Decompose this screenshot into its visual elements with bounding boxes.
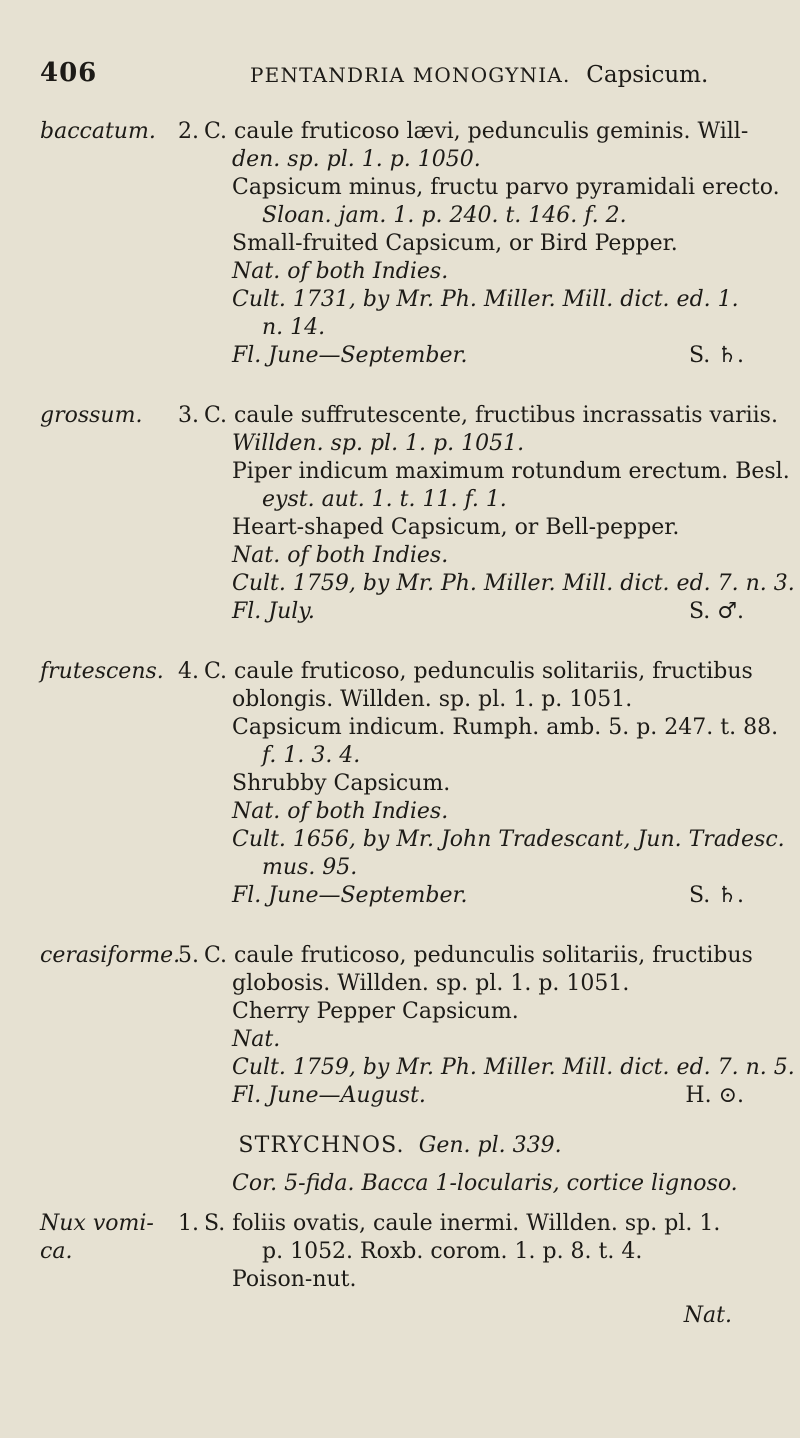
entry-line: Nat. of both Indies. — [232, 543, 449, 568]
entry-line: Capsicum minus, fructu parvo pyramidali erecto. — [232, 175, 780, 200]
entry-line: Fl. June—September. — [232, 343, 468, 368]
species-number: 5. — [178, 943, 199, 968]
entry-line: eyst. aut. 1. t. 11. f. 1. — [262, 487, 507, 512]
running-title-text: PENTANDRIA MONOGYNIA. — [250, 63, 571, 87]
species-number: 4. — [178, 659, 199, 684]
duration-symbol: S. ♄. — [689, 883, 744, 908]
entry-line: den. sp. pl. 1. p. 1050. — [232, 147, 481, 172]
page-header — [0, 58, 800, 92]
entry-line: Nat. of both Indies. — [232, 259, 449, 284]
running-genus: Capsicum. — [586, 62, 709, 88]
species-epithet-continued: ca. — [40, 1239, 73, 1264]
entry-line: Poison-nut. — [232, 1267, 357, 1292]
entry-line: Heart-shaped Capsicum, or Bell-pepper. — [232, 515, 680, 540]
species-number: 3. — [178, 403, 199, 428]
species-epithet: frutescens. — [40, 659, 164, 684]
entry-line: C. caule suffrutescente, fructibus incrassatis variis. — [204, 403, 778, 428]
entry-line: Sloan. jam. 1. p. 240. t. 146. f. 2. — [262, 203, 627, 228]
genus-name: STRYCHNOS. — [238, 1133, 405, 1158]
entry-line: mus. 95. — [262, 855, 358, 880]
species-epithet: grossum. — [40, 403, 143, 428]
species-epithet: cerasiforme. — [40, 943, 181, 968]
entry-line: f. 1. 3. 4. — [262, 743, 361, 768]
entry-line: Nat. — [232, 1027, 281, 1052]
entry-line: Fl. June—August. — [232, 1083, 426, 1108]
entry-line: Cherry Pepper Capsicum. — [232, 999, 519, 1024]
entry-line: Small-fruited Capsicum, or Bird Pepper. — [232, 231, 678, 256]
entry-line: Capsicum indicum. Rumph. amb. 5. p. 247. t. 88. — [232, 715, 779, 740]
entry-line: C. caule fruticoso, pedunculis solitariis, fructibus — [204, 943, 753, 968]
entry-line: globosis. Willden. sp. pl. 1. p. 1051. — [232, 971, 630, 996]
entry-line: Cult. 1731, by Mr. Ph. Miller. Mill. dict. ed. 1. — [232, 287, 739, 312]
duration-symbol: H. ⊙. — [685, 1083, 744, 1108]
species-number: 2. — [178, 119, 199, 144]
species-number: 1. — [178, 1211, 199, 1236]
entry-line: C. caule fruticoso lævi, pedunculis geminis. Will- — [204, 119, 749, 144]
running-title — [250, 62, 708, 88]
entry-line: Willden. sp. pl. 1. p. 1051. — [232, 431, 525, 456]
entry-line: n. 14. — [262, 315, 326, 340]
species-epithet: baccatum. — [40, 119, 156, 144]
entry-line: p. 1052. Roxb. corom. 1. p. 8. t. 4. — [262, 1239, 643, 1264]
duration-symbol: S. ♄. — [689, 343, 744, 368]
genus-heading — [0, 1132, 800, 1160]
entry-line: Cult. 1759, by Mr. Ph. Miller. Mill. dict. ed. 7. n. 5. — [232, 1055, 795, 1080]
entry-line: Cult. 1656, by Mr. John Tradescant, Jun. Tradesc. — [232, 827, 785, 852]
entry-line: Piper indicum maximum rotundum erectum. Besl. — [232, 459, 790, 484]
page-number: 406 — [40, 58, 98, 88]
duration-symbol: S. ♂. — [689, 599, 744, 624]
entry-line: Cult. 1759, by Mr. Ph. Miller. Mill. dict. ed. 7. n. 3. — [232, 571, 795, 596]
entry-line: S. foliis ovatis, caule inermi. Willden. sp. pl. 1. — [204, 1211, 721, 1236]
entry-line: Fl. June—September. — [232, 883, 468, 908]
entry-line: Shrubby Capsicum. — [232, 771, 451, 796]
entry-line: oblongis. Willden. sp. pl. 1. p. 1051. — [232, 687, 633, 712]
genus-reference: Gen. pl. 339. — [418, 1133, 562, 1158]
genus-character: Cor. 5-fida. Bacca 1-locularis, cortice lignoso. — [232, 1171, 738, 1196]
catchword: Nat. — [683, 1303, 732, 1328]
species-epithet: Nux vomi- — [40, 1211, 154, 1236]
entry-line: Nat. of both Indies. — [232, 799, 449, 824]
entry-line: Fl. July. — [232, 599, 315, 624]
entry-line: C. caule fruticoso, pedunculis solitariis, fructibus — [204, 659, 753, 684]
